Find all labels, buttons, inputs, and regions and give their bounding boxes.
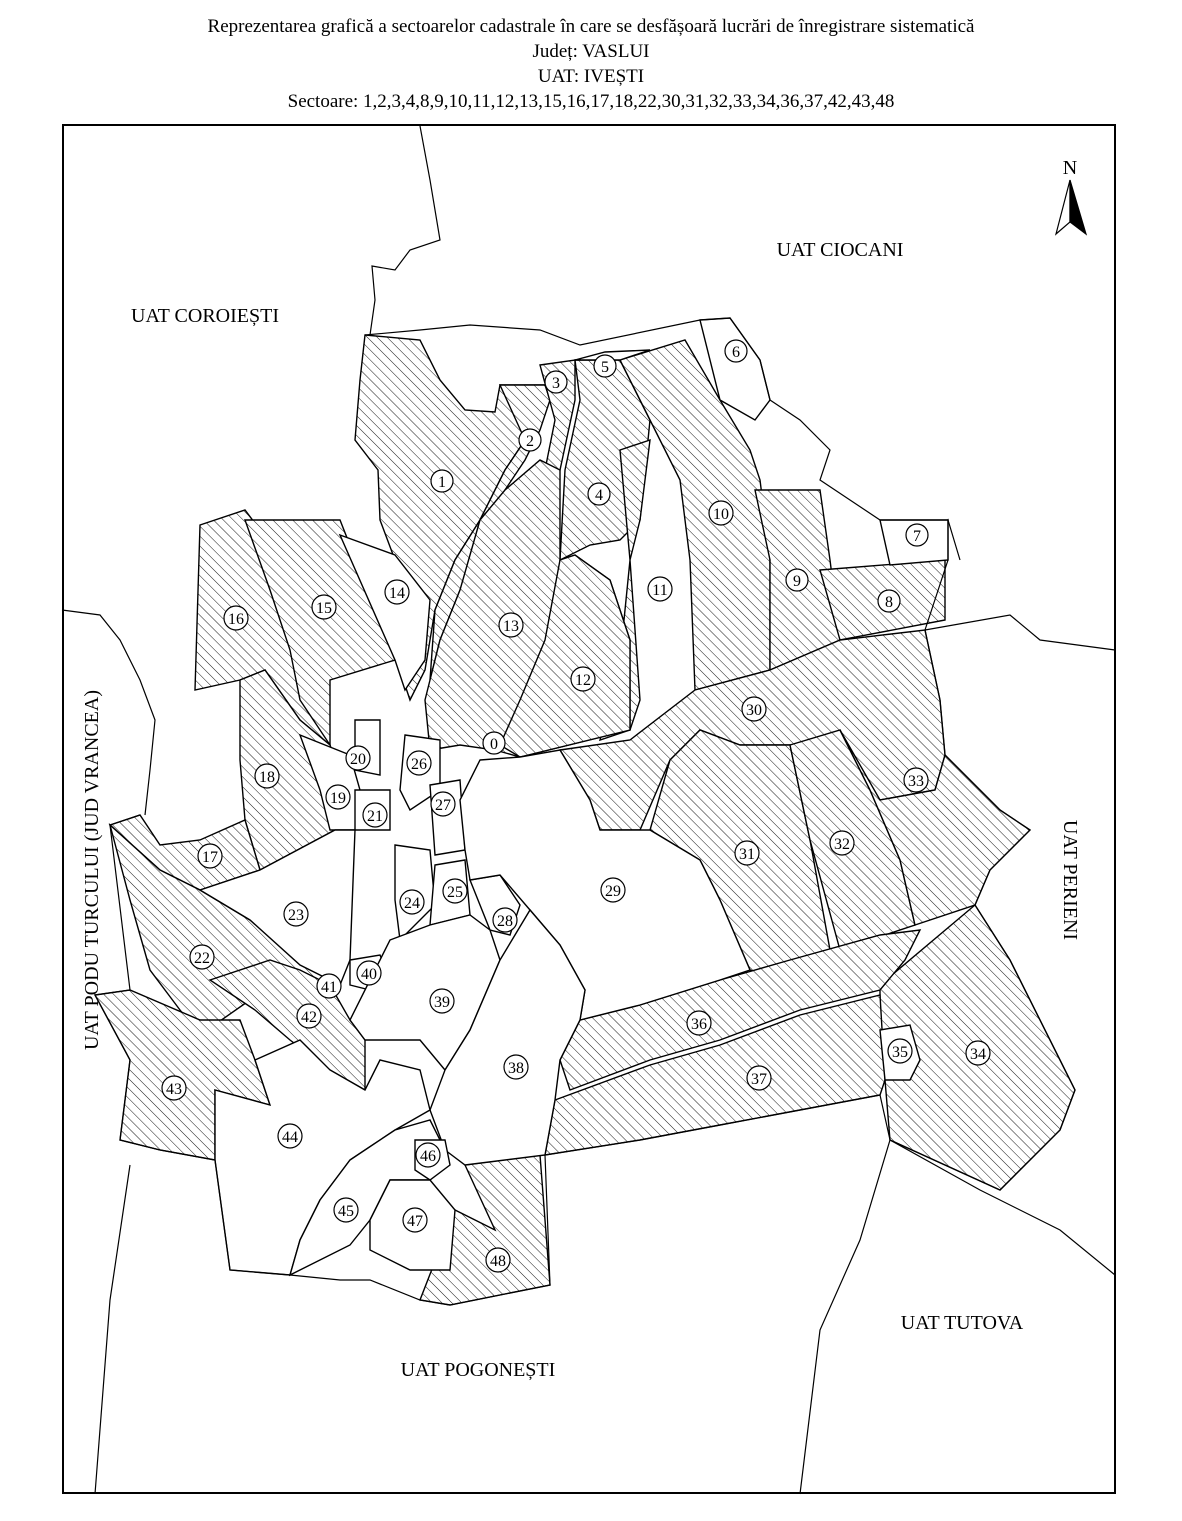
sector-label-11 bbox=[648, 577, 672, 601]
svg-text:27: 27 bbox=[435, 797, 451, 814]
svg-text:12: 12 bbox=[575, 672, 591, 689]
sector-label-37 bbox=[747, 1066, 771, 1090]
sector-label-22 bbox=[190, 945, 214, 969]
svg-text:18: 18 bbox=[259, 769, 275, 786]
svg-text:35: 35 bbox=[892, 1044, 908, 1061]
sector-label-15 bbox=[312, 595, 336, 619]
sector-label-35 bbox=[888, 1039, 912, 1063]
svg-text:16: 16 bbox=[228, 611, 244, 628]
boundary-podu-turcului bbox=[62, 610, 155, 815]
svg-text:47: 47 bbox=[407, 1213, 423, 1230]
sector-label-28 bbox=[493, 908, 517, 932]
boundary-perieni-north bbox=[925, 615, 1115, 650]
sector-label-19 bbox=[326, 785, 350, 809]
sector-27 bbox=[430, 780, 465, 855]
svg-text:42: 42 bbox=[301, 1009, 317, 1026]
svg-text:9: 9 bbox=[793, 573, 801, 590]
svg-text:33: 33 bbox=[908, 773, 924, 790]
svg-text:30: 30 bbox=[746, 702, 762, 719]
sector-label-36 bbox=[687, 1011, 711, 1035]
svg-text:6: 6 bbox=[732, 344, 740, 361]
north-arrow bbox=[1056, 157, 1086, 234]
sector-label-6 bbox=[725, 340, 747, 362]
svg-text:1: 1 bbox=[438, 474, 446, 491]
svg-text:2: 2 bbox=[526, 433, 534, 450]
sector-label-30 bbox=[742, 697, 766, 721]
svg-text:40: 40 bbox=[361, 966, 377, 983]
sectors-list: Sectoare: 1,2,3,4,8,9,10,11,12,13,15,16,17,18,22,30,31,32,33,34,36,37,42,43,48 bbox=[287, 91, 895, 112]
svg-text:17: 17 bbox=[202, 849, 218, 866]
svg-text:32: 32 bbox=[834, 836, 850, 853]
svg-text:24: 24 bbox=[404, 895, 420, 912]
sector-label-29 bbox=[601, 878, 625, 902]
sector-label-16 bbox=[224, 606, 248, 630]
sector-label-26 bbox=[407, 751, 431, 775]
uat-ciocani-label: UAT CIOCANI bbox=[776, 239, 904, 261]
sector-label-7 bbox=[906, 524, 928, 546]
svg-text:15: 15 bbox=[316, 600, 332, 617]
uat-perieni-label: UAT PERIENI bbox=[1059, 819, 1081, 941]
sector-label-45 bbox=[334, 1198, 358, 1222]
svg-text:3: 3 bbox=[552, 375, 560, 392]
svg-text:0: 0 bbox=[490, 736, 498, 753]
sector-label-9 bbox=[786, 569, 808, 591]
svg-text:43: 43 bbox=[166, 1081, 182, 1098]
sector-label-25 bbox=[443, 879, 467, 903]
map-title: Reprezentarea grafică a sectoarelor cadastrale în care se desfășoară lucrări de înregistrare sistematică bbox=[207, 16, 975, 37]
svg-text:4: 4 bbox=[595, 487, 603, 504]
uat-coroiesti-label: UAT COROIEȘTI bbox=[131, 305, 279, 327]
uat-podu-turcului-label: UAT PODU TURCULUI (JUD VRANCEA) bbox=[81, 689, 103, 1051]
sector-label-17 bbox=[198, 844, 222, 868]
svg-text:36: 36 bbox=[691, 1016, 707, 1033]
sector-label-31 bbox=[735, 841, 759, 865]
svg-text:29: 29 bbox=[605, 883, 621, 900]
svg-text:39: 39 bbox=[434, 994, 450, 1011]
svg-text:28: 28 bbox=[497, 913, 513, 930]
svg-text:22: 22 bbox=[194, 950, 210, 967]
svg-text:46: 46 bbox=[420, 1148, 436, 1165]
sector-label-20 bbox=[346, 746, 370, 770]
sector-label-46 bbox=[416, 1143, 440, 1167]
sector-label-8 bbox=[878, 590, 900, 612]
sector-label-32 bbox=[830, 831, 854, 855]
svg-text:37: 37 bbox=[751, 1071, 767, 1088]
sector-label-14 bbox=[385, 580, 409, 604]
svg-text:48: 48 bbox=[490, 1253, 506, 1270]
north-arrow-right-icon bbox=[1070, 180, 1086, 234]
sector-label-10 bbox=[709, 501, 733, 525]
sector-label-44 bbox=[278, 1124, 302, 1148]
sector-label-4 bbox=[588, 483, 610, 505]
sector-label-47 bbox=[403, 1208, 427, 1232]
sector-label-23 bbox=[284, 902, 308, 926]
boundary-pogonesti-west bbox=[95, 1165, 130, 1494]
sector-label-1 bbox=[431, 470, 453, 492]
svg-text:41: 41 bbox=[321, 979, 337, 996]
svg-text:45: 45 bbox=[338, 1203, 354, 1220]
svg-text:31: 31 bbox=[739, 846, 755, 863]
sector-label-48 bbox=[486, 1248, 510, 1272]
svg-text:14: 14 bbox=[389, 585, 405, 602]
sector-label-33 bbox=[904, 768, 928, 792]
uat-pogonesti-label: UAT POGONEȘTI bbox=[400, 1359, 556, 1381]
sector-label-38 bbox=[504, 1055, 528, 1079]
sector-label-5 bbox=[594, 355, 616, 377]
svg-text:20: 20 bbox=[350, 751, 366, 768]
sector-label-42 bbox=[297, 1004, 321, 1028]
sector-label-3 bbox=[545, 371, 567, 393]
uat-tutova-label: UAT TUTOVA bbox=[900, 1312, 1024, 1334]
sector-label-18 bbox=[255, 764, 279, 788]
svg-text:7: 7 bbox=[913, 528, 921, 545]
svg-text:19: 19 bbox=[330, 790, 346, 807]
sector-label-12 bbox=[571, 667, 595, 691]
svg-text:10: 10 bbox=[713, 506, 729, 523]
svg-text:21: 21 bbox=[367, 808, 383, 825]
county-label: Județ: VASLUI bbox=[532, 41, 650, 62]
sector-label-2 bbox=[519, 429, 541, 451]
svg-text:44: 44 bbox=[282, 1129, 298, 1146]
boundary-coroiesti-ciocani bbox=[370, 126, 440, 335]
uat-label: UAT: IVEȘTI bbox=[537, 66, 645, 87]
sector-label-41 bbox=[317, 974, 341, 998]
north-label: N bbox=[1062, 157, 1078, 179]
sector-label-43 bbox=[162, 1076, 186, 1100]
boundary-tutova-pogonesti bbox=[800, 1140, 890, 1494]
sector-label-34 bbox=[966, 1041, 990, 1065]
sector-label-13 bbox=[499, 613, 523, 637]
svg-text:38: 38 bbox=[508, 1060, 524, 1077]
svg-text:34: 34 bbox=[970, 1046, 986, 1063]
svg-text:26: 26 bbox=[411, 756, 427, 773]
sector-label-0 bbox=[483, 732, 505, 754]
sector-label-40 bbox=[357, 961, 381, 985]
sector-label-39 bbox=[430, 989, 454, 1013]
svg-text:23: 23 bbox=[288, 907, 304, 924]
svg-text:5: 5 bbox=[601, 359, 609, 376]
svg-text:13: 13 bbox=[503, 618, 519, 635]
sector-label-21 bbox=[363, 803, 387, 827]
svg-text:8: 8 bbox=[885, 594, 893, 611]
sector-label-24 bbox=[400, 890, 424, 914]
svg-text:25: 25 bbox=[447, 884, 463, 901]
north-arrow-left-icon bbox=[1056, 180, 1070, 234]
svg-text:11: 11 bbox=[652, 582, 668, 599]
sector-label-27 bbox=[431, 792, 455, 816]
